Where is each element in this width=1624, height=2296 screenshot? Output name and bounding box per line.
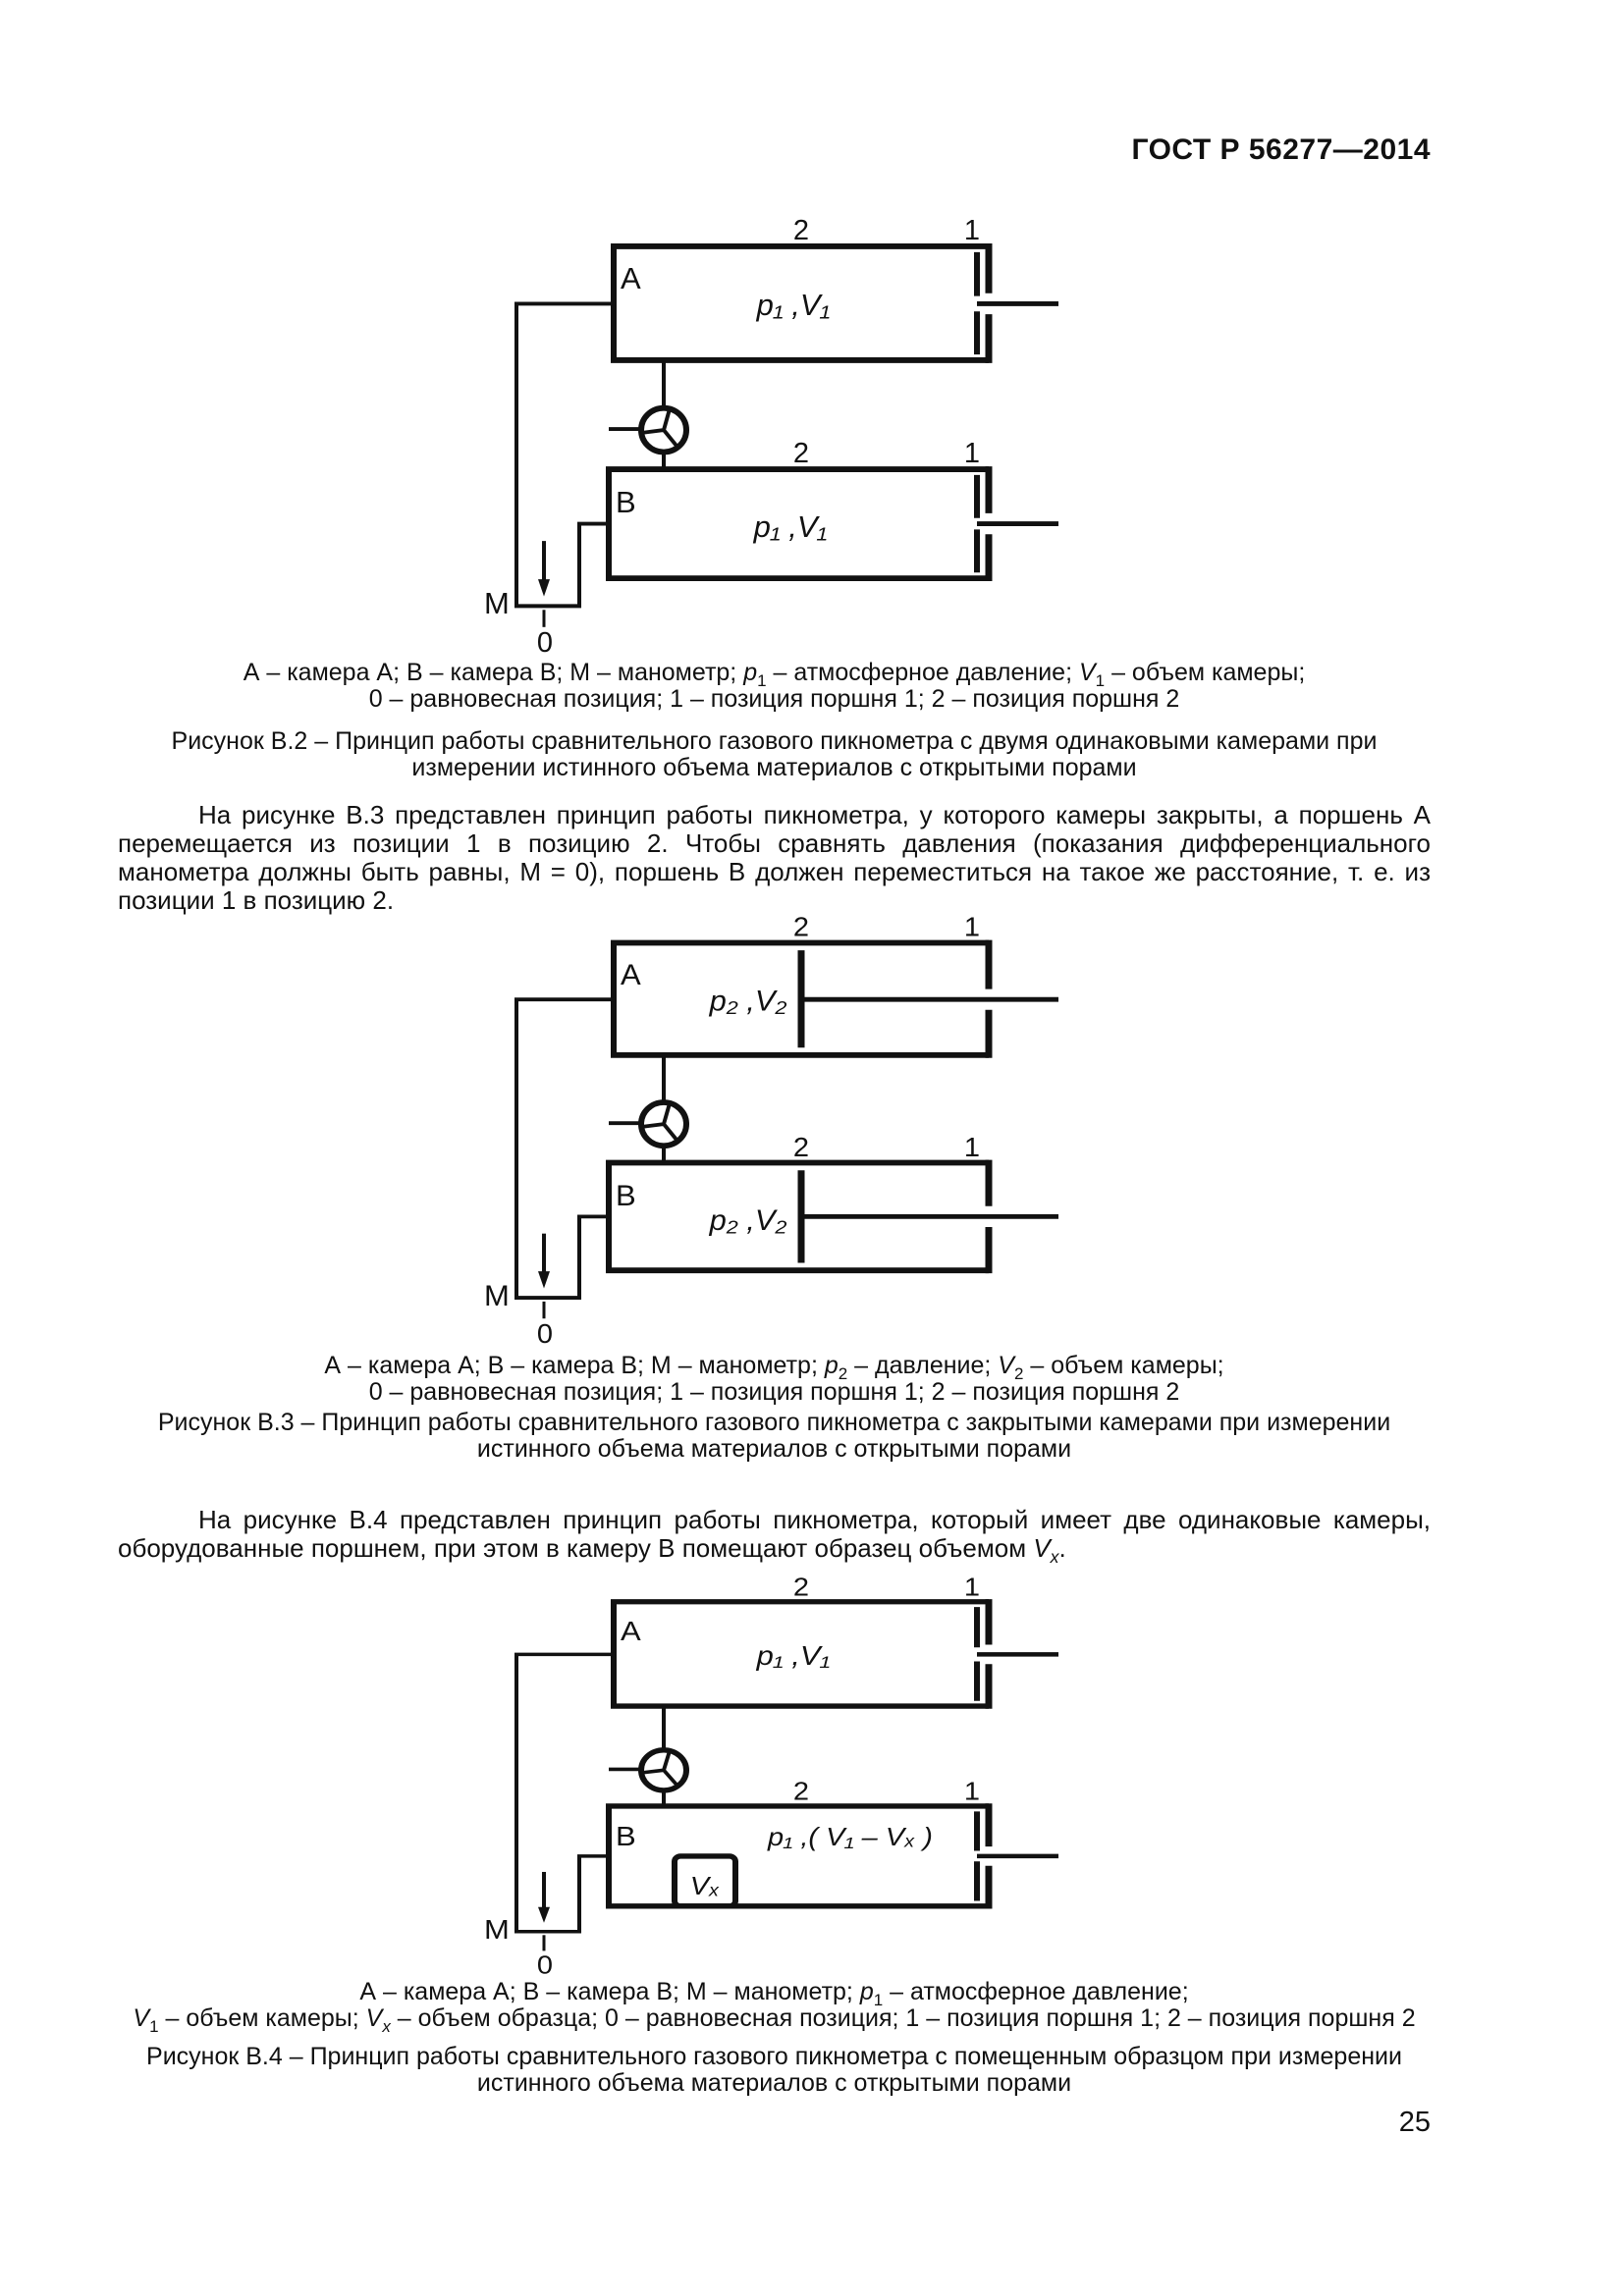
chamber-b-label: B xyxy=(616,486,636,519)
figure-b4-title xyxy=(118,2044,1431,2097)
position-1-label-a: 1 xyxy=(963,912,981,943)
figure-title-line: Рисунок В.2 – Принцип работы сравнительного газового пикнометра с двумя одинаковыми камерами при xyxy=(171,727,1378,755)
sample-volume-label: Vₓ xyxy=(689,1871,721,1900)
position-2-label-a: 2 xyxy=(792,215,810,247)
position-2-label-b: 2 xyxy=(792,1777,810,1806)
chamber-b-walls xyxy=(609,1806,989,1906)
chamber-b-label: B xyxy=(616,1179,636,1212)
chamber-a-content-label: p₁ ,V₁ xyxy=(756,289,831,323)
figure-b4-diagram xyxy=(481,1567,1060,1979)
document-code-header: ГОСТ Р 56277—2014 xyxy=(1131,133,1431,166)
manometer-tubing xyxy=(516,303,614,606)
position-2-label-a: 2 xyxy=(792,912,810,943)
manometer-tubing xyxy=(516,999,614,1298)
figure-title-line: истинного объема материалов с открытыми порами xyxy=(476,1435,1072,1463)
caption-line: $V_1$ – объем камеры; $V_x$ – объем образца; 0 – равновесная позиция; 1 – позиция поршня 1; 2 – позиция поршня 2 xyxy=(133,2004,1416,2036)
manometer-arrow-head xyxy=(538,1271,550,1288)
zero-label: 0 xyxy=(536,1950,554,1979)
page-number: 25 xyxy=(1398,2107,1431,2138)
figure-title-line: Рисунок В.4 – Принцип работы сравнительного газового пикнометра с помещенным образцом при измерении xyxy=(146,2043,1402,2070)
manometer-label: M xyxy=(484,587,510,621)
position-1-label-b: 1 xyxy=(963,438,981,470)
figure-title-line: Рисунок В.3 – Принцип работы сравнительного газового пикнометра с закрытыми камерами при измерении xyxy=(157,1409,1391,1436)
zero-label: 0 xyxy=(536,627,554,658)
chamber-a-label: A xyxy=(621,262,641,295)
caption-line: А – камера А; В – камера В; М – манометр; $p_1$ – атмосферное давление; xyxy=(359,1978,1189,2009)
figure-b3-caption xyxy=(118,1353,1431,1406)
figure-b2-diagram xyxy=(481,208,1060,658)
caption-line: А – камера А; В – камера В; М – манометр; $p_1$ – атмосферное давление; $V_1$ – объем камеры; xyxy=(243,659,1306,690)
zero-label: 0 xyxy=(536,1318,554,1349)
figure-b3-diagram xyxy=(481,905,1060,1349)
position-1-label-b: 1 xyxy=(963,1777,981,1806)
paragraph-about-b3: На рисунке В.3 представлен принцип работы пикнометра, у которого камеры закрыты, а поршень А перемещается из позиции 1 в позицию 2. Чтобы сравнять давления (показания дифференциального манометра должны быть равны, М = 0), поршень В должен переместиться на такое же расстояние, т. е. из позиции 1 в позицию 2. xyxy=(118,800,1431,915)
manometer-label: M xyxy=(484,1279,510,1312)
position-2-label-a: 2 xyxy=(792,1572,810,1602)
caption-line: 0 – равновесная позиция; 1 – позиция поршня 1; 2 – позиция поршня 2 xyxy=(368,685,1180,713)
chamber-b-content-label: p₁ ,( V₁ – Vₓ ) xyxy=(768,1822,933,1851)
figure-b4-caption xyxy=(118,1978,1431,2036)
position-1-label-b: 1 xyxy=(963,1132,981,1163)
manometer-arrow-head xyxy=(538,579,550,597)
caption-line: А – камера А; В – камера В; М – манометр; $p_2$ – давление; $V_2$ – объем камеры; xyxy=(324,1352,1224,1383)
manometer-label: M xyxy=(484,1914,510,1946)
figure-b3-title xyxy=(118,1410,1431,1463)
position-1-label-a: 1 xyxy=(963,215,981,247)
figure-title-line: истинного объема материалов с открытыми порами xyxy=(476,2069,1072,2097)
position-2-label-b: 2 xyxy=(792,438,810,470)
manometer-arrow-head xyxy=(538,1907,550,1923)
figure-b2-caption xyxy=(118,660,1431,713)
chamber-b-content-label: p₁ ,V₁ xyxy=(753,510,828,545)
chamber-a-content-label: p₁ ,V₁ xyxy=(756,1640,831,1672)
position-2-label-b: 2 xyxy=(792,1132,810,1163)
paragraph-about-b4: На рисунке В.4 представлен принцип работы пикнометра, который имеет две одинаковые камеры, оборудованные поршнем, при этом в камеру В помещают образец объемом $V_x$. xyxy=(118,1505,1431,1568)
chamber-b-content-label: p₂ ,V₂ xyxy=(709,1203,787,1237)
manometer-tubing xyxy=(516,1654,614,1931)
figure-b2-title xyxy=(118,728,1431,781)
chamber-a-label: A xyxy=(621,958,641,991)
caption-line: 0 – равновесная позиция; 1 – позиция поршня 1; 2 – позиция поршня 2 xyxy=(368,1378,1180,1406)
figure-title-line: измерении истинного объема материалов с открытыми порами xyxy=(411,754,1137,781)
chamber-b-label: B xyxy=(616,1821,636,1852)
position-1-label-a: 1 xyxy=(963,1572,981,1602)
chamber-a-content-label: p₂ ,V₂ xyxy=(709,985,787,1018)
chamber-a-label: A xyxy=(621,1616,641,1647)
